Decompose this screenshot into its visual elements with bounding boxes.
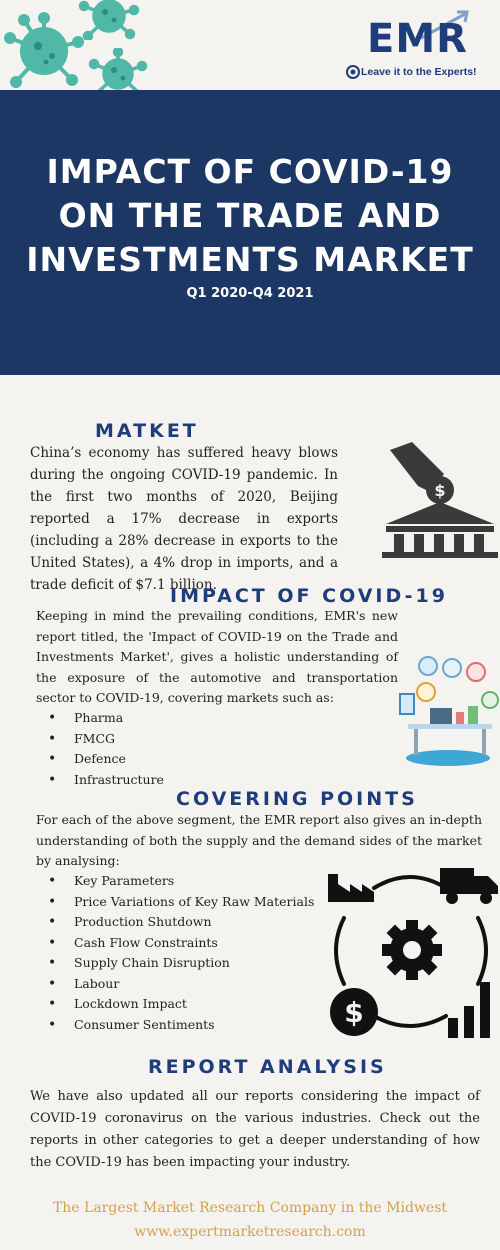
laboratory-icon (394, 654, 500, 770)
logo-wordmark: EMR (367, 16, 468, 62)
list-item: • FMCG (36, 729, 164, 750)
bar-chart-icon (448, 982, 490, 1038)
list-item: • Labour (36, 974, 314, 995)
list-item: • Production Shutdown (36, 912, 314, 933)
list-item: • Key Parameters (36, 871, 314, 892)
truck-icon (440, 868, 498, 904)
impact-list (36, 708, 164, 790)
title-line: IMPACT OF COVID-19 (46, 152, 454, 191)
list-item: • Price Variations of Key Raw Materials (36, 892, 314, 913)
title-line: ON THE TRADE AND (58, 196, 442, 235)
virus-icon (2, 12, 86, 90)
investment-bank-icon (382, 440, 498, 560)
emr-logo[interactable] (343, 8, 478, 84)
impact-heading: IMPACT OF COVID-19 (170, 585, 448, 607)
list-item: • Cash Flow Constraints (36, 933, 314, 954)
list-item: • Consumer Sentiments (36, 1015, 314, 1036)
analysis-heading: REPORT ANALYSIS (148, 1056, 387, 1078)
market-body: China’s economy has suffered heavy blows during the ongoing COVID-19 pandemic. In the first two months of 2020, Beijing reported a 17% decrease in exports (including a 28% decrease in exports to the United States), a 4% drop in imports, and a trade deficit of $7.1 billion. (30, 445, 338, 593)
list-item: • Defence (36, 749, 164, 770)
top-strip (0, 0, 500, 90)
svg-text:$: $ (434, 481, 446, 500)
list-item: • Lockdown Impact (36, 994, 314, 1015)
page-title (0, 150, 500, 282)
impact-body: Keeping in mind the prevailing conditions, EMR's new report titled, the 'Impact of COVID-19 on the Trade and Investments Market', gives a holistic understanding of the exposure of the automotive and transportation sector to COVID-19, covering markets such as: (36, 608, 398, 705)
covering-list (36, 871, 314, 1035)
analysis-body: We have also updated all our reports considering the impact of COVID-19 coronavirus on the various industries. Check out the reports in other categories to get a deeper understanding of how the COVID-19 has been impacting your industry. (30, 1089, 480, 1170)
svg-text:$: $ (344, 996, 364, 1029)
period-subtitle: Q1 2020-Q4 2021 (186, 286, 314, 301)
covering-heading: COVERING POINTS (176, 788, 418, 810)
supply-chain-diagram (322, 860, 500, 1040)
market-heading: MATKET (95, 420, 199, 442)
title-line: INVESTMENTS MARKET (26, 240, 474, 279)
list-item: • Pharma (36, 708, 164, 729)
virus-icon (88, 48, 148, 90)
list-item: • Infrastructure (36, 770, 164, 791)
covering-body: For each of the above segment, the EMR report also gives an in-depth understanding of both the supply and the demand sides of the market by analysing: (36, 812, 482, 868)
footer-tagline: The Largest Market Research Company in the Midwest (52, 1200, 448, 1216)
factory-icon (328, 874, 374, 902)
list-item: • Supply Chain Disruption (36, 953, 314, 974)
footer-url[interactable]: www.expertmarketresearch.com (134, 1224, 366, 1240)
virus-icon (78, 0, 140, 40)
dollar-icon (330, 988, 378, 1036)
hero-banner (0, 90, 500, 375)
logo-tagline: Leave it to the Experts! (361, 66, 477, 78)
